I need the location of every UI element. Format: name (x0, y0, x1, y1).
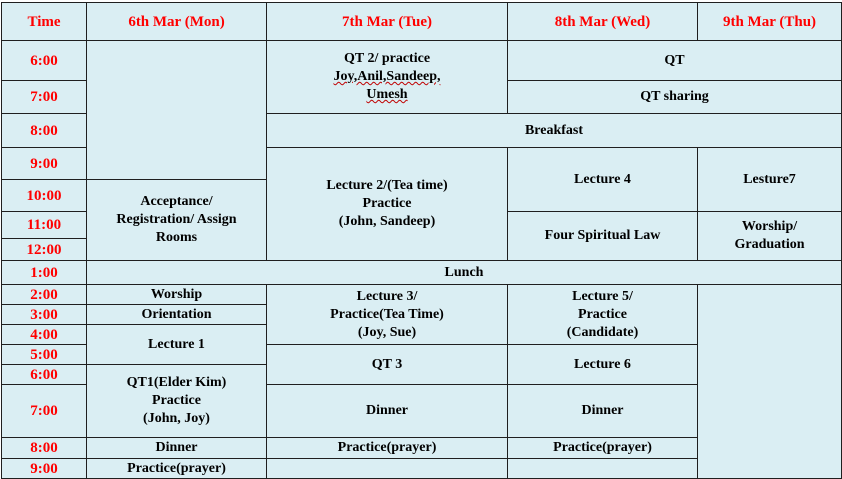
breakfast-cell: Breakfast (267, 114, 842, 148)
wed-lecture5-cell (508, 285, 698, 345)
time-cell: 4:00 (2, 325, 87, 345)
tue-prayer-cell: Practice(prayer) (267, 438, 508, 459)
wed-dinner-cell: Dinner (508, 385, 698, 438)
thu-worship-line2: Graduation (734, 237, 805, 252)
qt2-names-line1: Joy,Anil,Sandeep, (333, 69, 441, 84)
time-cell: 7:00 (2, 385, 87, 438)
time-cell: 5:00 (2, 345, 87, 365)
mon-empty-cell (87, 41, 267, 180)
header-row (2, 3, 842, 41)
registration-line2: Registration/ Assign (116, 212, 237, 227)
mon-lecture1-cell: Lecture 1 (87, 325, 267, 365)
mon-registration-cell (87, 180, 267, 261)
tue-dinner-cell: Dinner (267, 385, 508, 438)
time-cell: 6:00 (2, 41, 87, 81)
time-cell: 8:00 (2, 438, 87, 459)
lecture3-title: Lecture 3/ (356, 288, 418, 304)
lecture2-names: (John, Sandeep) (338, 214, 436, 229)
thu-lecture7-cell: Lesture7 (698, 148, 842, 212)
lecture5-candidate: (Candidate) (566, 324, 639, 340)
time-cell: 11:00 (2, 212, 87, 239)
header-day-mon: 6th Mar (Mon) (87, 3, 267, 41)
qt1-title: QT1(Elder Kim) (126, 375, 227, 390)
table-row (2, 285, 842, 305)
registration-line3: Rooms (155, 230, 198, 245)
tue-qt3-cell: QT 3 (267, 345, 508, 385)
lecture2-title: Lecture 2/(Tea time) (326, 178, 448, 193)
lunch-cell: Lunch (87, 261, 842, 285)
wed-four-spiritual-law-cell: Four Spiritual Law (508, 212, 698, 261)
time-cell: 6:00 (2, 365, 87, 385)
mon-dinner-cell: Dinner (87, 438, 267, 459)
registration-line1: Acceptance/ (140, 194, 213, 209)
qt1-names: (John, Joy) (143, 411, 210, 426)
mon-prayer-cell: Practice(prayer) (87, 459, 267, 479)
header-time: Time (2, 3, 87, 41)
wed-lecture4-cell: Lecture 4 (508, 148, 698, 212)
time-cell: 9:00 (2, 148, 87, 180)
qt-sharing-cell: QT sharing (508, 81, 842, 114)
wed-lecture6-cell: Lecture 6 (508, 345, 698, 385)
lecture5-practice: Practice (578, 306, 627, 322)
tue-lecture3-cell (267, 285, 508, 345)
lecture3-names: (Joy, Sue) (357, 324, 417, 340)
time-cell: 3:00 (2, 305, 87, 325)
qt1-practice: Practice (152, 393, 201, 408)
time-cell: 7:00 (2, 81, 87, 114)
qt-cell: QT (508, 41, 842, 81)
schedule-table (1, 2, 842, 479)
header-day-thu: 9th Mar (Thu) (698, 3, 842, 41)
time-cell: 12:00 (2, 239, 87, 261)
qt2-title: QT 2/ practice (343, 51, 431, 66)
tue-qt2-cell (267, 41, 508, 114)
tue-lecture2-cell (267, 148, 508, 261)
time-cell: 9:00 (2, 459, 87, 479)
mon-worship-cell: Worship (87, 285, 267, 305)
table-row (2, 41, 842, 81)
time-cell: 8:00 (2, 114, 87, 148)
thu-worship-line1: Worship/ (741, 219, 798, 234)
time-cell: 2:00 (2, 285, 87, 305)
tue-empty-last-cell (267, 459, 508, 479)
thu-worship-graduation-cell (698, 212, 842, 261)
lecture5-title: Lecture 5/ (572, 288, 633, 304)
wed-empty-last-cell (508, 459, 698, 479)
thu-empty-cell (698, 285, 842, 479)
qt2-names-line2: Umesh (366, 87, 408, 102)
mon-qt1-cell (87, 365, 267, 438)
time-cell: 10:00 (2, 180, 87, 212)
mon-orientation-cell: Orientation (87, 305, 267, 325)
lecture2-practice: Practice (362, 196, 412, 211)
lecture3-practice: Practice(Tea Time) (330, 306, 444, 322)
time-cell: 1:00 (2, 261, 87, 285)
table-row (2, 261, 842, 285)
header-day-tue: 7th Mar (Tue) (267, 3, 508, 41)
header-day-wed: 8th Mar (Wed) (508, 3, 698, 41)
wed-prayer-cell: Practice(prayer) (508, 438, 698, 459)
